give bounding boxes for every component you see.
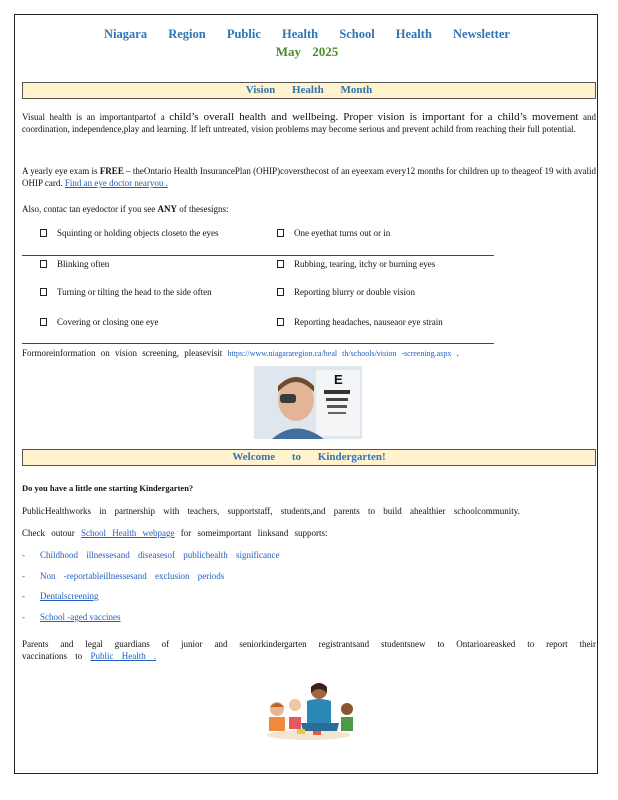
signs-any: ANY bbox=[157, 204, 177, 214]
more-info: Formoreinformation on vision screening, pleasevisit https://www.niagararegion.ca/heal th/schools/vision -screening.aspx . bbox=[22, 348, 459, 358]
vision-intro-small: Visual health is an importantpartof a bbox=[22, 112, 165, 122]
sign-item: Reporting headaches, nauseaor eye strain bbox=[277, 316, 477, 328]
eye-chart-photo bbox=[254, 366, 362, 439]
checkbox-icon bbox=[277, 229, 284, 237]
checkbox-icon bbox=[277, 288, 284, 296]
vision-intro bbox=[22, 111, 596, 135]
checkbox-icon bbox=[277, 318, 284, 326]
checkbox-icon bbox=[277, 260, 284, 268]
eye-exam-paragraph bbox=[22, 165, 596, 189]
partnership-text: PublicHealthworks in partnership with teachers, supportstaff, students,and parents to build ahealthier schoolcommunity. bbox=[22, 506, 520, 516]
newsletter-date: May 2025 bbox=[275, 44, 339, 59]
sign-item: One eyethat turns out or in bbox=[277, 227, 477, 239]
svg-text:E: E bbox=[334, 372, 343, 387]
vision-intro-rest: and coordination, independence,play and learning. If left untreated, vision problems may become serious and prevent achild from reaching their full potential. bbox=[22, 112, 597, 134]
checkbox-icon bbox=[40, 260, 47, 268]
resource-link-item[interactable]: - Non -reportableillnessesand exclusion periods bbox=[22, 571, 225, 581]
signs-intro bbox=[22, 203, 596, 215]
table-divider bbox=[22, 255, 494, 256]
checkbox-icon bbox=[40, 318, 47, 326]
more-info-text: Formoreinformation on vision screening, pleasevisit bbox=[22, 348, 223, 358]
checkbox-icon bbox=[40, 288, 47, 296]
sign-item: Covering or closing one eye bbox=[40, 316, 240, 328]
signs-text-a: Also, contac tan eyedoctor if you see bbox=[22, 204, 158, 214]
public-health-link[interactable]: Public Health . bbox=[90, 651, 157, 661]
exam-free: FREE bbox=[99, 166, 124, 176]
kindergarten-question: Do you have a little one starting Kindergarten? bbox=[22, 483, 194, 493]
sign-item: Reporting blurry or double vision bbox=[277, 286, 477, 298]
sign-item: Turning or tilting the head to the side often bbox=[40, 286, 240, 298]
signs-text-b: of thesesigns: bbox=[176, 204, 229, 214]
resource-link-item[interactable]: - Dentalscreening bbox=[22, 591, 99, 601]
vision-intro-big: child’s overall health and wellbeing. Proper vision is important for a child’s movement bbox=[169, 111, 579, 123]
sign-item: Rubbing, tearing, itchy or burning eyes bbox=[277, 258, 477, 270]
kindergarten-banner: Welcome to Kindergarten! bbox=[22, 449, 596, 466]
sign-item: Squinting or holding objects closeto the eyes bbox=[40, 227, 240, 239]
teacher-children-illustration bbox=[261, 679, 357, 741]
school-health-webpage-link[interactable]: School Health webpage bbox=[81, 528, 175, 538]
resource-link-item[interactable]: - School -aged vaccines bbox=[22, 612, 121, 622]
newsletter-title: Niagara Region Public Health School Health Newsletter bbox=[104, 27, 510, 41]
exam-text-a: A yearly eye exam is bbox=[22, 166, 100, 176]
table-divider bbox=[22, 343, 494, 344]
vision-banner: Vision Health Month bbox=[22, 82, 596, 99]
find-eye-doctor-link[interactable]: Find an eye doctor nearyou . bbox=[64, 178, 168, 188]
vision-screening-url[interactable]: https://www.niagararegion.ca/heal th/schools/vision -screening.aspx bbox=[227, 349, 452, 358]
vaccination-report-text: Parents and legal guardians of junior and seniorkindergarten registrantsand studentsnew to Ontarioareasked to report their vaccinations to Public Health . bbox=[22, 639, 596, 661]
newsletter-page bbox=[14, 14, 598, 774]
checkbox-icon bbox=[40, 229, 47, 237]
sign-item: Blinking often bbox=[40, 258, 240, 270]
check-out-line: Check outour School Health webpage for someimportant linksand supports: bbox=[22, 528, 328, 538]
exam-text-b: – theOntario Health InsurancePlan (OHIP)coversthecost of an eyeexam every12 months for children up to theageof 19 with avalid OHIP card. bbox=[22, 166, 596, 188]
resource-link-item[interactable]: - Childhood illnessesand diseasesof publichealth significance bbox=[22, 550, 280, 560]
